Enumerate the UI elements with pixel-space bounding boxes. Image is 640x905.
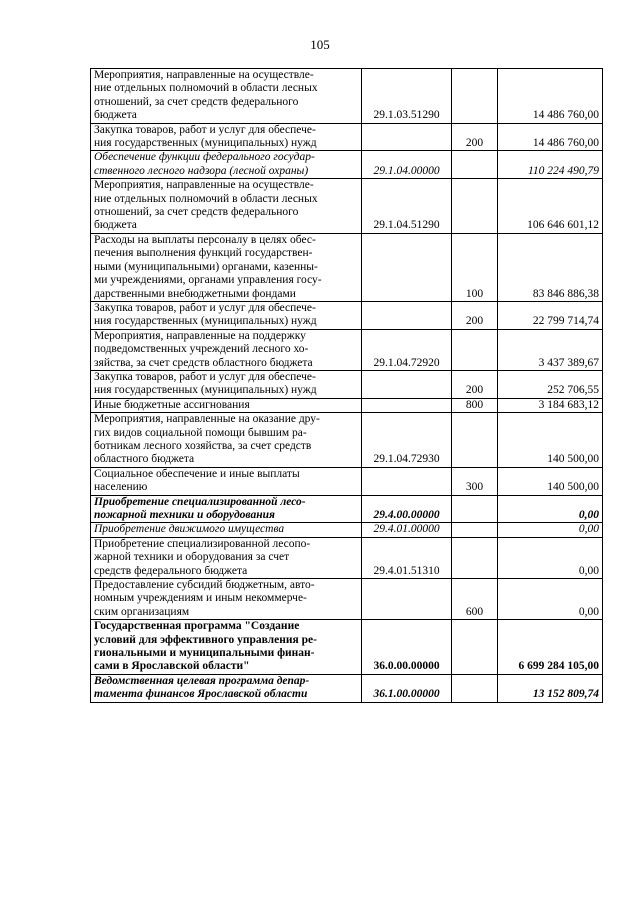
row-name: Государственная программа "Создание условий для эффективного управления ре- гиональными и муниципальными финан- сами в Ярославской области" — [91, 620, 362, 675]
table-row — [91, 467, 603, 495]
row-expense-type: 200 — [452, 370, 498, 398]
row-expense-type — [452, 329, 498, 370]
row-amount: 14 486 760,00 — [498, 69, 603, 124]
row-expense-type — [452, 151, 498, 179]
row-amount: 0,00 — [498, 537, 603, 578]
row-name: Мероприятия, направленные на осуществле- ние отдельных полномочий в области лесных отношений, за счет средств федерального бюджета — [91, 179, 362, 234]
table-row — [91, 674, 603, 702]
row-name: Закупка товаров, работ и услуг для обеспече- ния государственных (муниципальных) нужд — [91, 123, 362, 151]
row-code: 29.1.04.72920 — [362, 329, 452, 370]
row-expense-type: 200 — [452, 301, 498, 329]
row-name: Иные бюджетные ассигнования — [91, 398, 362, 412]
row-code — [362, 123, 452, 151]
row-name: Социальное обеспечение и иные выплаты населению — [91, 467, 362, 495]
row-code: 36.1.00.00000 — [362, 674, 452, 702]
row-code: 29.1.04.00000 — [362, 151, 452, 179]
budget-table-body — [91, 69, 603, 703]
row-expense-type: 800 — [452, 398, 498, 412]
row-expense-type — [452, 179, 498, 234]
row-amount: 140 500,00 — [498, 467, 603, 495]
row-expense-type: 200 — [452, 123, 498, 151]
row-amount: 0,00 — [498, 579, 603, 620]
row-name: Ведомственная целевая программа депар- тамента финансов Ярославской области — [91, 674, 362, 702]
table-row — [91, 537, 603, 578]
row-expense-type — [452, 413, 498, 468]
table-row — [91, 151, 603, 179]
table-row — [91, 370, 603, 398]
row-expense-type — [452, 523, 498, 537]
table-row — [91, 579, 603, 620]
row-name: Мероприятия, направленные на поддержку подведомственных учреждений лесного хо- зяйства, за счет средств областного бюджета — [91, 329, 362, 370]
row-name: Закупка товаров, работ и услуг для обеспече- ния государственных (муниципальных) нужд — [91, 301, 362, 329]
row-expense-type: 600 — [452, 579, 498, 620]
row-name: Мероприятия, направленные на осуществле- ние отдельных полномочий в области лесных отношений, за счет средств федерального бюджета — [91, 69, 362, 124]
row-amount: 6 699 284 105,00 — [498, 620, 603, 675]
table-row — [91, 69, 603, 124]
page-number: 105 — [310, 37, 330, 52]
row-code: 36.0.00.00000 — [362, 620, 452, 675]
row-expense-type — [452, 620, 498, 675]
row-name: Расходы на выплаты персоналу в целях обес- печения выполнения функций государствен- ными (муниципальными) органами, казенны- ми учреждениями, органами управления госу- дарственными внебюджетными фондами — [91, 233, 362, 301]
row-amount: 14 486 760,00 — [498, 123, 603, 151]
row-amount: 0,00 — [498, 495, 603, 523]
table-row — [91, 620, 603, 675]
table-row — [91, 413, 603, 468]
row-name: Предоставление субсидий бюджетным, авто- номным учреждениям и иным некоммерче- ским организациям — [91, 579, 362, 620]
row-code: 29.4.01.00000 — [362, 523, 452, 537]
budget-table — [90, 68, 603, 703]
row-code: 29.4.00.00000 — [362, 495, 452, 523]
table-row — [91, 523, 603, 537]
row-name: Обеспечение функции федерального государ- ственного лесного надзора (лесной охраны) — [91, 151, 362, 179]
row-amount: 22 799 714,74 — [498, 301, 603, 329]
row-amount: 3 437 389,67 — [498, 329, 603, 370]
table-row — [91, 301, 603, 329]
row-expense-type: 100 — [452, 233, 498, 301]
row-name: Приобретение специализированной лесопо- жарной техники и оборудования за счет средств федерального бюджета — [91, 537, 362, 578]
row-name: Закупка товаров, работ и услуг для обеспече- ния государственных (муниципальных) нужд — [91, 370, 362, 398]
table-row — [91, 398, 603, 412]
table-row — [91, 123, 603, 151]
row-code: 29.1.04.72930 — [362, 413, 452, 468]
row-amount: 13 152 809,74 — [498, 674, 603, 702]
row-amount: 252 706,55 — [498, 370, 603, 398]
row-name: Приобретение специализированной лесо- пожарной техники и оборудования — [91, 495, 362, 523]
row-name: Мероприятия, направленные на оказание дру- гих видов социальной помощи бывшим ра- ботникам лесного хозяйства, за счет средств областного бюджета — [91, 413, 362, 468]
table-row — [91, 233, 603, 301]
row-code: 29.1.03.51290 — [362, 69, 452, 124]
row-amount: 106 646 601,12 — [498, 179, 603, 234]
row-amount: 3 184 683,12 — [498, 398, 603, 412]
row-code — [362, 301, 452, 329]
row-code — [362, 398, 452, 412]
row-expense-type — [452, 69, 498, 124]
row-expense-type — [452, 495, 498, 523]
table-row — [91, 329, 603, 370]
row-code — [362, 370, 452, 398]
row-code: 29.1.04.51290 — [362, 179, 452, 234]
row-amount: 110 224 490,79 — [498, 151, 603, 179]
row-amount: 140 500,00 — [498, 413, 603, 468]
row-code — [362, 233, 452, 301]
row-code: 29.4.01.51310 — [362, 537, 452, 578]
row-code — [362, 579, 452, 620]
row-expense-type — [452, 674, 498, 702]
table-row — [91, 179, 603, 234]
row-amount: 0,00 — [498, 523, 603, 537]
row-expense-type — [452, 537, 498, 578]
row-code — [362, 467, 452, 495]
table-row — [91, 495, 603, 523]
row-name: Приобретение движимого имущества — [91, 523, 362, 537]
row-amount: 83 846 886,38 — [498, 233, 603, 301]
row-expense-type: 300 — [452, 467, 498, 495]
